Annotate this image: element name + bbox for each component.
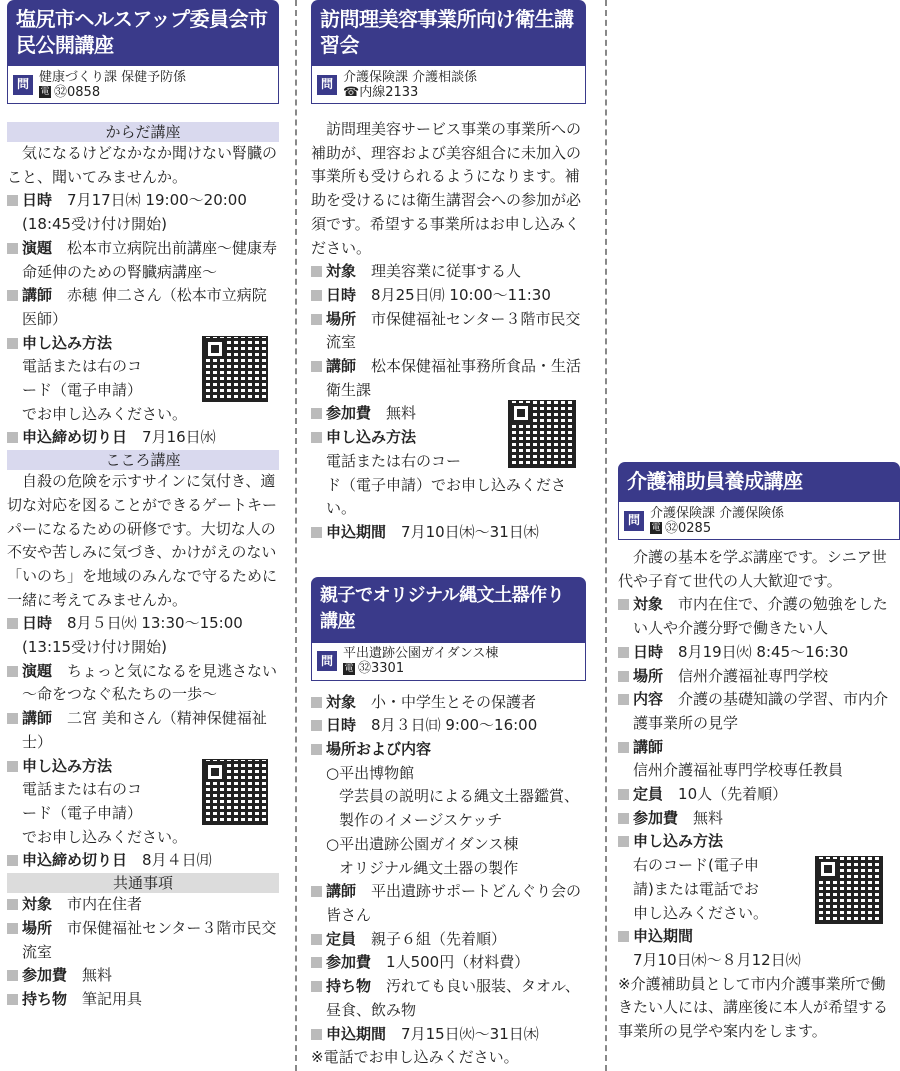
- info-period: 申込期間 7月10日㈭～31日㈭: [311, 521, 586, 545]
- info-place-label: 場所および内容: [311, 738, 586, 762]
- info-date: 日時 7月17日㈭ 19:00～20:00: [7, 189, 279, 213]
- info-capacity: 定員 10人（先着順）: [618, 783, 900, 807]
- contact-box: [618, 502, 900, 540]
- section-heading: からだ講座: [7, 122, 279, 142]
- place-desc: 学芸員の説明による縄文土器鑑賞、製作のイメージスケッチ: [339, 787, 580, 830]
- info-lecturer-label: 講師: [618, 736, 900, 760]
- phone-icon: 電: [344, 663, 354, 674]
- column-hairdresser: [311, 0, 586, 1070]
- info-target: 対象 理美容業に従事する人: [311, 260, 586, 284]
- apply-text: 電話または右のコ: [22, 357, 143, 376]
- apply-text: ード（電子申請）: [22, 381, 143, 400]
- inquiry-icon: 問: [624, 511, 644, 531]
- note-text: ※介護補助員として市内介護事業所で働きたい人には、講座後に本人が希望する事業所の見学や案内をします。: [618, 974, 889, 1041]
- place-item: ○平出遺跡公園ガイダンス棟: [326, 834, 519, 853]
- apply-text: 申し込みください。: [633, 903, 769, 922]
- phone-icon: 電: [651, 523, 661, 533]
- apply-text: でお申し込みください。: [22, 827, 188, 846]
- apply-text: でお申し込みください。: [22, 404, 188, 423]
- inquiry-icon: 問: [317, 75, 337, 95]
- info-deadline: 申込締め切り日 8月４日㈪: [7, 849, 279, 873]
- contact-dept: 介護保険課 介護保険係: [650, 505, 785, 521]
- article-title: 親子でオリジナル縄文土器作り講座: [311, 577, 586, 643]
- intro-text: 介護の基本を学ぶ講座です。シニア世代や子育て世代の人大歓迎です。: [618, 548, 887, 590]
- apply-label: 申し込み方法: [7, 332, 279, 356]
- note-text: ※電話でお申し込みください。: [311, 1048, 519, 1067]
- apply-text: 右のコード(電子申: [633, 856, 759, 875]
- info-lecturer: 講師 赤穂 伸二さん（松本市立病院医師）: [7, 284, 279, 331]
- apply-block: [7, 332, 279, 427]
- qr-code[interactable]: [202, 336, 268, 402]
- info-lecturer: 講師 平出遺跡サポートどんぐり会の皆さん: [311, 880, 586, 927]
- lecturer-text: 信州介護福祉専門学校専任教員: [633, 761, 844, 780]
- column-divider-left: [295, 0, 297, 1071]
- info-lecturer: 講師 二宮 美和さん（精神保健福祉士）: [7, 707, 279, 754]
- contact-tel: ㉜0858: [54, 84, 101, 100]
- apply-text: 電話または右のコー: [326, 451, 462, 470]
- apply-label: 申し込み方法: [618, 830, 900, 854]
- period-text: 7月10日㈭～８月12日㈫: [633, 950, 801, 969]
- apply-text: 請)または電話でお: [633, 879, 759, 898]
- contact-dept: 平出遺跡公園ガイダンス棟: [343, 646, 499, 662]
- info-period-label: 申込期間: [618, 925, 900, 949]
- apply-label: 申し込み方法: [7, 755, 279, 779]
- info-bring: 持ち物 筆記用具: [7, 988, 279, 1012]
- apply-text: ード（電子申請）: [22, 803, 143, 822]
- apply-label: 申し込み方法: [311, 426, 586, 450]
- contact-box: [311, 643, 586, 681]
- contact-box: [311, 66, 586, 104]
- info-fee: 参加費 1人500円（材料費）: [311, 951, 586, 975]
- place-item: ○平出博物館: [326, 763, 415, 782]
- apply-block: [311, 402, 586, 521]
- date-note: (18:45受け付け開始): [22, 215, 167, 234]
- contact-dept: 介護保険課 介護相談係: [343, 69, 478, 85]
- intro-text: 気になるけどなかなか聞けない腎臓のこと、聞いてみませんか。: [7, 144, 278, 186]
- info-period: 申込期間 7月15日㈫～31日㈭: [311, 1023, 586, 1047]
- info-date: 日時 8月19日㈫ 8:45～16:30: [618, 641, 900, 665]
- apply-text: ド（電子申請）でお申し込みください。: [326, 475, 567, 518]
- article-title: 介護補助員養成講座: [618, 462, 900, 502]
- info-capacity: 定員 親子６組（先着順）: [311, 928, 586, 952]
- qr-code[interactable]: [815, 856, 883, 924]
- qr-code[interactable]: [508, 400, 576, 468]
- intro-text: 訪問理美容サービス事業の事業所への補助が、理容および美容組合に未加入の事業所も受けられるようになります。補助を受けるには衛生講習会への参加が必須です。希望する事業所はお申し込みください。: [311, 120, 582, 257]
- contact-box: [7, 66, 279, 104]
- info-fee: 参加費 無料: [7, 964, 279, 988]
- inquiry-icon: 問: [317, 651, 337, 671]
- info-content: 内容 介護の基礎知識の学習、市内介護事業所の見学: [618, 688, 900, 735]
- info-lecturer: 講師 松本保健福祉事務所食品・生活衛生課: [311, 355, 586, 402]
- inquiry-icon: 問: [13, 75, 33, 95]
- section-heading: 共通事項: [7, 873, 279, 893]
- info-fee: 参加費 無料: [311, 402, 586, 426]
- info-place: 場所 信州介護福祉専門学校: [618, 665, 900, 689]
- info-topic: 演題 松本市立病院出前講座～健康寿命延伸のための腎臓病講座～: [7, 237, 279, 284]
- date-note: (13:15受け付け開始): [22, 638, 167, 657]
- place-desc: オリジナル縄文土器の製作: [339, 858, 519, 877]
- info-fee: 参加費 無料: [618, 807, 900, 831]
- column-divider-right: [605, 0, 607, 1071]
- article-title: 訪問理美容事業所向け衛生講習会: [311, 0, 586, 66]
- info-target: 対象 市内在住で、介護の勉強をしたい人や介護分野で働きたい人: [618, 593, 900, 640]
- apply-text: 電話または右のコ: [22, 780, 143, 799]
- contact-tel: 内線2133: [359, 84, 419, 100]
- article-title: 塩尻市ヘルスアップ委員会市民公開講座: [7, 0, 279, 66]
- info-target: 対象 小・中学生とその保護者: [311, 691, 586, 715]
- info-place: 場所 市保健福祉センター３階市民交流室: [7, 917, 279, 964]
- contact-dept: 健康づくり課 保健予防係: [39, 69, 187, 85]
- qr-code[interactable]: [202, 759, 268, 825]
- contact-tel: ㉜0285: [665, 520, 712, 536]
- info-target: 対象 市内在住者: [7, 893, 279, 917]
- section-heading: こころ講座: [7, 450, 279, 470]
- info-date: 日時 8月３日㈰ 9:00～16:00: [311, 714, 586, 738]
- info-date: 日時 8月５日㈫ 13:30～15:00: [7, 612, 279, 636]
- contact-tel: ㉜3301: [358, 661, 405, 677]
- info-deadline: 申込締め切り日 7月16日㈬: [7, 426, 279, 450]
- info-topic: 演題 ちょっと気になるを見逃さない～命をつなぐ私たちの一歩～: [7, 660, 279, 707]
- info-place: 場所 市保健福祉センター３階市民交流室: [311, 308, 586, 355]
- apply-block: [7, 755, 279, 850]
- info-bring: 持ち物 汚れても良い服装、タオル、昼食、飲み物: [311, 975, 586, 1022]
- apply-block: [618, 830, 900, 925]
- column-health-up: [7, 0, 279, 1012]
- phone-icon: ☎: [343, 84, 360, 100]
- phone-icon: 電: [40, 87, 50, 97]
- intro-text: 自殺の危険を示すサインに気付き、適切な対応を図ることができるゲートキーパーになるための研修です。大切な人の不安や苦しみに気づき、かけがえのない「いのち」を地域のみんなで守るために一緒に考えてみませんか。: [7, 472, 278, 609]
- info-date: 日時 8月25日㈪ 10:00～11:30: [311, 284, 586, 308]
- column-care-assistant: [618, 462, 900, 1044]
